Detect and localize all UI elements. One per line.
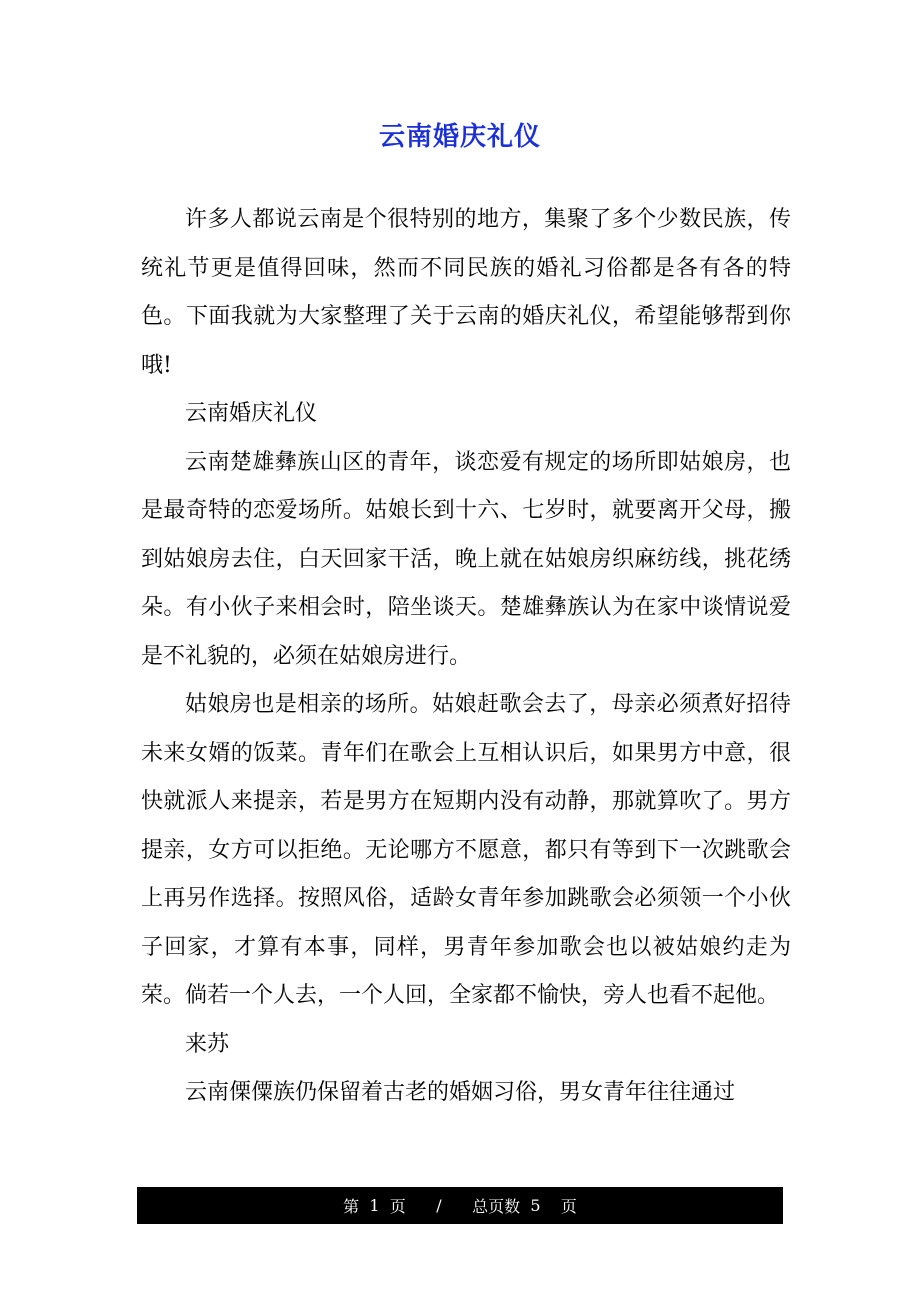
page-footer [137, 1187, 783, 1224]
page-separator: / [436, 1196, 442, 1215]
total-pages-label: 总页数 [472, 1197, 521, 1216]
section-heading: 云南婚庆礼仪 [185, 401, 318, 426]
page-unit: 页 [389, 1197, 406, 1216]
section-heading-laisu: 来苏 [185, 1031, 230, 1057]
document-title: 云南婚庆礼仪 [378, 122, 541, 152]
paragraph-lisu: 云南傈僳族仍保留着古老的婚姻习俗，男女青年往往通过 [185, 1080, 736, 1105]
paragraph-chuxiong: 云南楚雄彝族山区的青年，谈恋爱有规定的场所即姑娘房，也是最奇特的恋爱场所。姑娘长到十六、七岁时，就要离开父母，搬到姑娘房去住，白天回家干活，晚上就在姑娘房织麻纺线，挑花绣朵。有小伙子来相会时，陪坐谈天。楚雄彝族认为在家中谈情说爱是不礼貌的，必须在姑娘房进行。 [141, 449, 791, 669]
paragraph-intro: 许多人都说云南是个很特别的地方，集聚了多个少数民族，传统礼节更是值得回味，然而不同民族的婚礼习俗都是各有各的特色。下面我就为大家整理了关于云南的婚庆礼仪，希望能够帮到你哦! [141, 207, 791, 378]
page-label: 第 [343, 1197, 360, 1216]
total-pages-unit: 页 [560, 1197, 577, 1216]
page-number: 1 [369, 1196, 380, 1215]
total-pages-number: 5 [530, 1196, 541, 1215]
document-body [141, 196, 791, 1118]
paragraph-matchmaking: 姑娘房也是相亲的场所。姑娘赶歌会去了，母亲必须煮好招待未来女婿的饭菜。青年们在歌会上互相认识后，如果男方中意，很快就派人来提亲，若是男方在短期内没有动静，那就算吹了。男方提亲，女方可以拒绝。无论哪方不愿意，都只有等到下一次跳歌会上再另作选择。按照风俗，适龄女青年参加跳歌会必须领一个小伙子回家，才算有本事，同样，男青年参加歌会也以被姑娘约走为荣。倘若一个人去，一个人回，全家都不愉快，旁人也看不起他。 [141, 692, 791, 1008]
